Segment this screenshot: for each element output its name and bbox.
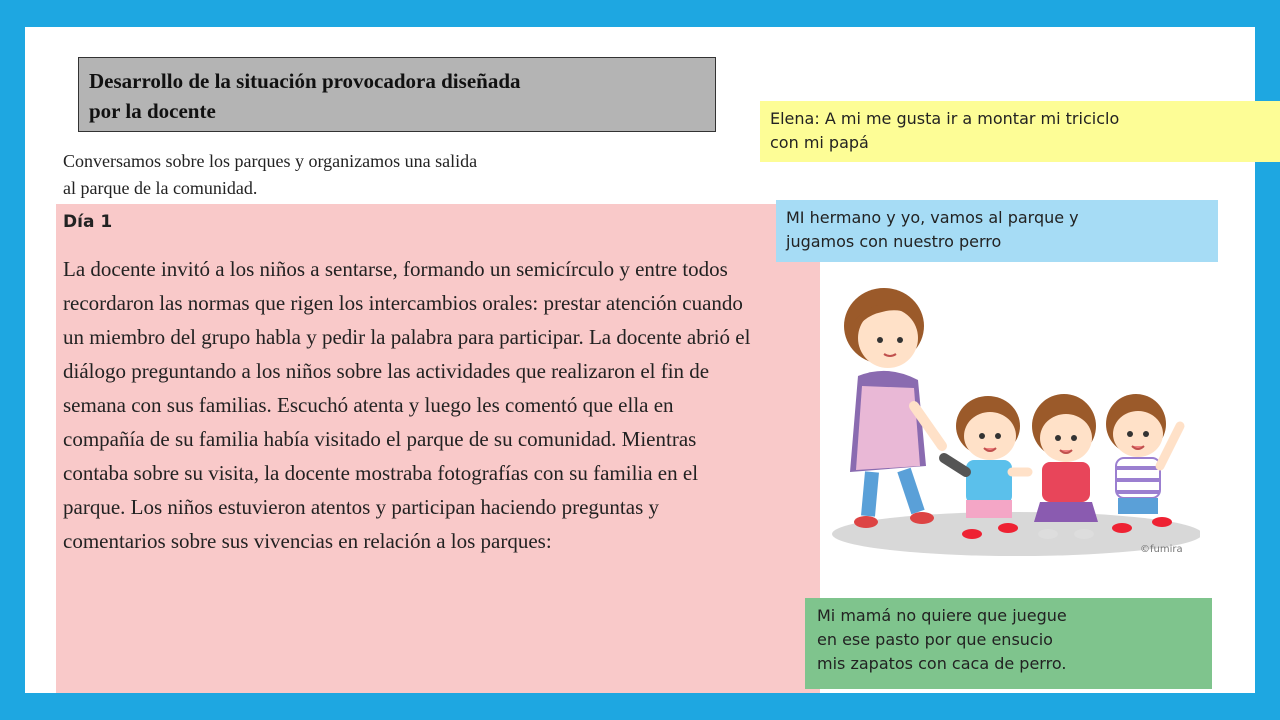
comment-brother-dog [776,200,1218,262]
day-label: Día 1 [63,212,113,232]
teacher-children-illustration [822,276,1200,560]
comment-blue-line-1: MI hermano y yo, vamos al parque y [786,208,1079,227]
section-title [78,57,716,132]
intro-line-1: Conversamos sobre los parques y organizamos una salida [63,151,478,171]
comment-green-line-2: en ese pasto por que ensucio [817,630,1053,649]
comment-elena [760,101,1280,162]
intro-line-2: al parque de la comunidad. [63,178,258,198]
comment-green-line-3: mis zapatos con caca de perro. [817,654,1067,673]
bottom-frame-bar [0,693,1280,720]
comment-elena-line-1: Elena: A mi me gusta ir a montar mi triciclo [770,109,1120,128]
comment-mom-grass [805,598,1212,689]
intro-text [63,148,643,202]
child-striped-shirt [1106,394,1180,533]
title-line-1: Desarrollo de la situación provocadora diseñada [89,69,521,93]
comment-blue-line-2: jugamos con nuestro perro [786,232,1002,251]
comment-elena-line-2: con mi papá [770,133,869,152]
illustration-signature: ©fumira [1140,544,1183,555]
teacher-figure [844,288,942,528]
comment-green-line-1: Mi mamá no quiere que juegue [817,606,1067,625]
title-line-2: por la docente [89,99,216,123]
activity-description: La docente invitó a los niños a sentarse, formando un semicírculo y entre todos recordaron las normas que rigen los intercambios orales: prestar atención cuando un miembro del grupo habla y pedir la palabra para participar. La docente abrió el diálogo preguntando a los niños sobre las actividades que realizaron el fin de semana con sus familias. Escuchó atenta y luego les comentó que ella en compañía de su familia había visitado el parque de su comunidad. Mientras contaba sobre su visita, la docente mostraba fotografías con su familia en el parque. Los niños estuvieron atentos y participan haciendo preguntas y comentarios sobre sus vivencias en relación a los parques: [63,257,751,553]
child-red-shirt [1032,394,1098,539]
